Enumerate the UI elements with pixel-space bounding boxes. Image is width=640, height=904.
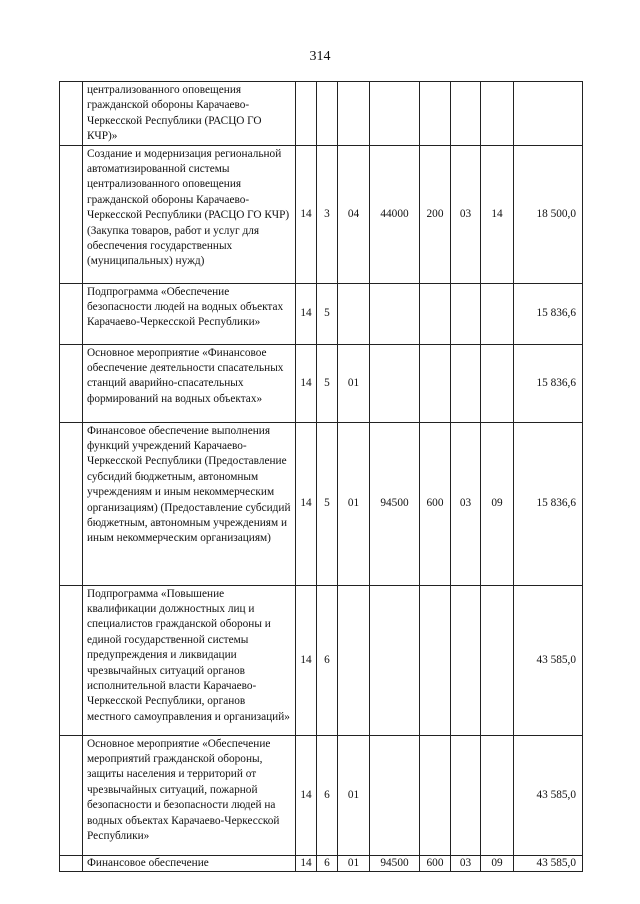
table-row bbox=[60, 422, 583, 585]
amount-cell: 15 836,6 bbox=[514, 283, 583, 344]
code-cell bbox=[451, 82, 481, 146]
amount-cell: 43 585,0 bbox=[514, 585, 583, 735]
code-cell: 03 bbox=[451, 855, 481, 871]
row-index-cell bbox=[60, 283, 83, 344]
code-cell bbox=[420, 283, 451, 344]
code-cell bbox=[420, 735, 451, 855]
code-cell bbox=[370, 735, 420, 855]
row-index-cell bbox=[60, 82, 83, 146]
code-cell bbox=[451, 283, 481, 344]
code-cell bbox=[338, 585, 370, 735]
row-name: Финансовое обеспечение выполнения функций учреждений Карачаево-Черкесской Республики (Предоставление субсидий бюджетным, автономным учреждениям и иным некоммерческим организациям) (Предоставление субсидий бюджетным, автономным учреждениям и иным некоммерческим организациям) bbox=[83, 422, 296, 585]
code-cell: 600 bbox=[420, 855, 451, 871]
code-cell bbox=[370, 344, 420, 422]
code-cell: 44000 bbox=[370, 145, 420, 283]
code-cell: 01 bbox=[338, 735, 370, 855]
row-index-cell bbox=[60, 855, 83, 871]
code-cell: 14 bbox=[296, 855, 317, 871]
code-cell bbox=[481, 585, 514, 735]
code-cell: 03 bbox=[451, 145, 481, 283]
code-cell bbox=[317, 82, 338, 146]
code-cell: 09 bbox=[481, 855, 514, 871]
row-name: Создание и модернизация региональной автоматизированной системы централизованного оповещения гражданской обороны Карачаево-Черкесской Республики (РАСЦО ГО КЧР) (Закупка товаров, работ и услуг для обеспечения государственных (муниципальных) нужд) bbox=[83, 145, 296, 283]
table-row bbox=[60, 82, 583, 146]
code-cell bbox=[370, 585, 420, 735]
row-name: Основное мероприятие «Финансовое обеспечение деятельности спасательных станций аварийно-спасательных формирований на водных объектах» bbox=[83, 344, 296, 422]
code-cell: 6 bbox=[317, 855, 338, 871]
code-cell: 14 bbox=[481, 145, 514, 283]
code-cell bbox=[481, 283, 514, 344]
code-cell: 200 bbox=[420, 145, 451, 283]
row-index-cell bbox=[60, 735, 83, 855]
row-index-cell bbox=[60, 145, 83, 283]
code-cell: 14 bbox=[296, 735, 317, 855]
code-cell: 600 bbox=[420, 422, 451, 585]
code-cell: 14 bbox=[296, 585, 317, 735]
amount-cell: 15 836,6 bbox=[514, 344, 583, 422]
code-cell: 94500 bbox=[370, 422, 420, 585]
page-number: 314 bbox=[309, 49, 331, 64]
code-cell: 01 bbox=[338, 344, 370, 422]
amount-cell: 43 585,0 bbox=[514, 855, 583, 871]
code-cell bbox=[451, 585, 481, 735]
code-cell bbox=[420, 585, 451, 735]
amount-cell: 43 585,0 bbox=[514, 735, 583, 855]
code-cell bbox=[370, 283, 420, 344]
code-cell: 03 bbox=[451, 422, 481, 585]
code-cell: 3 bbox=[317, 145, 338, 283]
table-row bbox=[60, 283, 583, 344]
code-cell bbox=[481, 735, 514, 855]
code-cell bbox=[420, 82, 451, 146]
row-name: централизованного оповещения гражданской обороны Карачаево-Черкесской Республики (РАСЦО ГО КЧР)» bbox=[83, 82, 296, 146]
row-index-cell bbox=[60, 344, 83, 422]
code-cell: 5 bbox=[317, 283, 338, 344]
row-name: Основное мероприятие «Обеспечение мероприятий гражданской обороны, защиты населения и территорий от чрезвычайных ситуаций, пожарной безопасности и безопасности людей на водных объектах Карачаево-Черкесской Республики» bbox=[83, 735, 296, 855]
code-cell: 01 bbox=[338, 855, 370, 871]
code-cell: 94500 bbox=[370, 855, 420, 871]
code-cell: 09 bbox=[481, 422, 514, 585]
code-cell: 14 bbox=[296, 344, 317, 422]
code-cell: 14 bbox=[296, 283, 317, 344]
code-cell: 6 bbox=[317, 735, 338, 855]
code-cell: 14 bbox=[296, 145, 317, 283]
code-cell bbox=[420, 344, 451, 422]
table-row bbox=[60, 145, 583, 283]
code-cell bbox=[338, 82, 370, 146]
code-cell bbox=[370, 82, 420, 146]
amount-cell bbox=[514, 82, 583, 146]
amount-cell: 18 500,0 bbox=[514, 145, 583, 283]
code-cell: 04 bbox=[338, 145, 370, 283]
table-row bbox=[60, 735, 583, 855]
code-cell: 01 bbox=[338, 422, 370, 585]
code-cell: 6 bbox=[317, 585, 338, 735]
code-cell bbox=[451, 735, 481, 855]
table-row bbox=[60, 344, 583, 422]
code-cell bbox=[481, 82, 514, 146]
table-row bbox=[60, 855, 583, 871]
code-cell: 5 bbox=[317, 344, 338, 422]
amount-cell: 15 836,6 bbox=[514, 422, 583, 585]
code-cell bbox=[296, 82, 317, 146]
code-cell bbox=[451, 344, 481, 422]
budget-table bbox=[59, 81, 583, 872]
row-name: Подпрограмма «Обеспечение безопасности людей на водных объектах Карачаево-Черкесской Республики» bbox=[83, 283, 296, 344]
row-index-cell bbox=[60, 422, 83, 585]
row-name: Подпрограмма «Повышение квалификации должностных лиц и специалистов гражданской обороны и единой государственной системы предупреждения и ликвидации чрезвычайных ситуаций органов исполнительной власти Карачаево-Черкесской Республики, органов местного самоуправления и организаций» bbox=[83, 585, 296, 735]
code-cell: 14 bbox=[296, 422, 317, 585]
code-cell bbox=[481, 344, 514, 422]
row-name: Финансовое обеспечение bbox=[83, 855, 296, 871]
row-index-cell bbox=[60, 585, 83, 735]
code-cell: 5 bbox=[317, 422, 338, 585]
code-cell bbox=[338, 283, 370, 344]
table-row bbox=[60, 585, 583, 735]
